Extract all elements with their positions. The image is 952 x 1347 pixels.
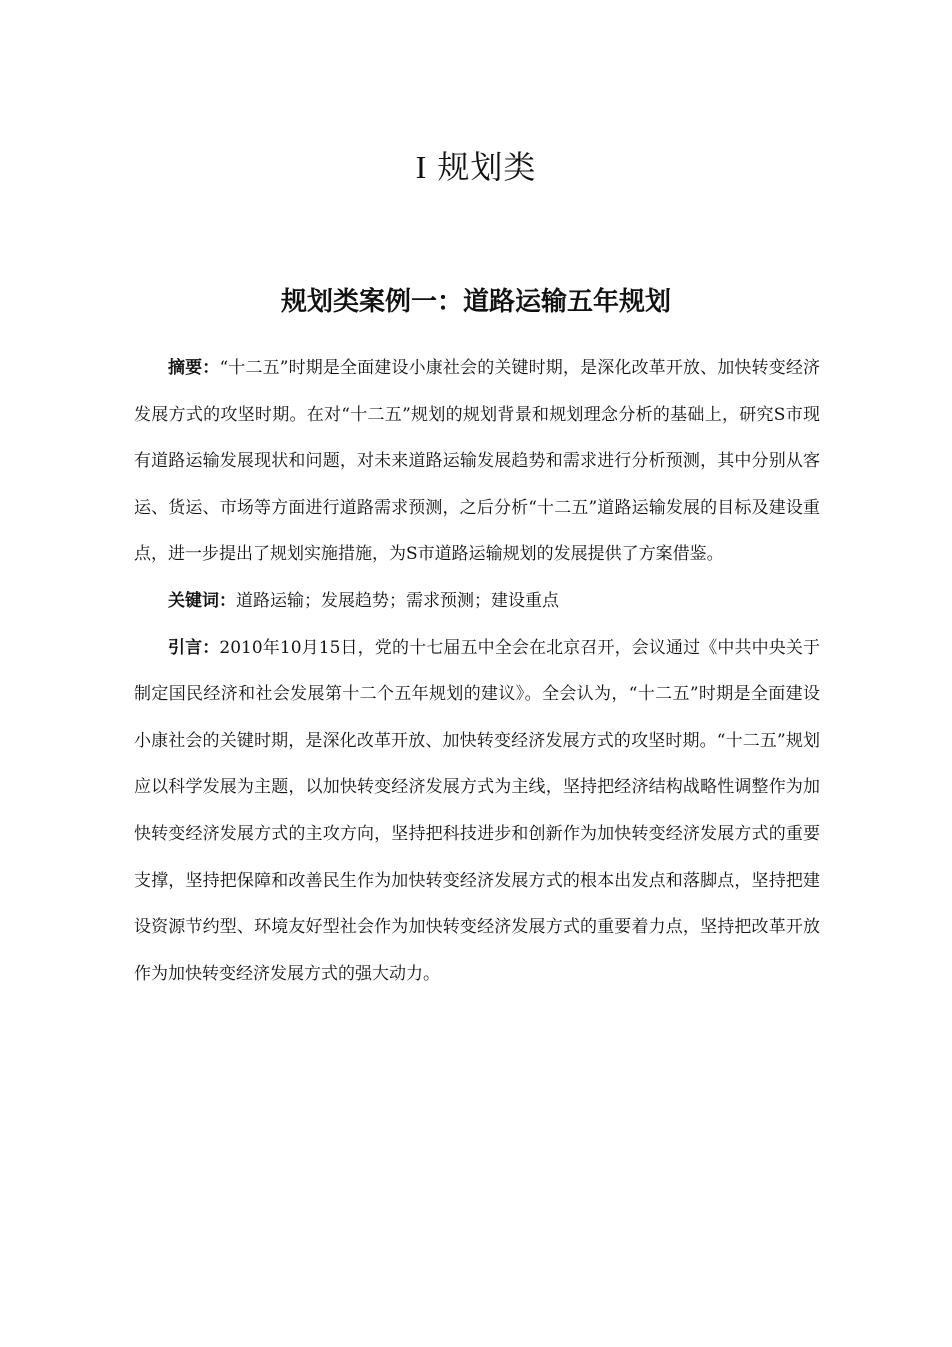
abstract-paragraph [134, 345, 820, 578]
body-text [134, 345, 820, 997]
keywords-text: 道路运输；发展趋势；需求预测；建设重点 [236, 590, 559, 611]
intro-paragraph [134, 625, 820, 998]
chapter-title [0, 145, 952, 189]
abstract-text: “十二五”时期是全面建设小康社会的关键时期，是深化改革开放、加快转变经济发展方式的攻坚时期。在对“十二五”规划的规划背景和规划理念分析的基础上，研究S市现有道路运输发展现状和问题，对未来道路运输发展趋势和需求进行分析预测，其中分别从客运、货运、市场等方面进行道路需求预测，之后分析“十二五”道路运输发展的目标及建设重点，进一步提出了规划实施措施，为S市道路运输规划的发展提供了方案借鉴。 [134, 358, 820, 565]
abstract-label: 摘要： [168, 358, 220, 378]
intro-label: 引言： [168, 637, 220, 658]
chapter-number: I [415, 149, 428, 185]
chapter-name: 规划类 [437, 148, 537, 186]
intro-text: 2010年10月15日，党的十七届五中全会在北京召开，会议通过《中共中央关于制定国民经济和社会发展第十二个五年规划的建议》。全会认为，“十二五”时期是全面建设小康社会的关键时期，是深化改革开放、加快转变经济发展方式的攻坚时期。“十二五”规划应以科学发展为主题，以加快转变经济发展方式为主线，坚持把经济结构战略性调整作为加快转变经济发展方式的主攻方向，坚持把科技进步和创新作为加快转变经济发展方式的重要支撑，坚持把保障和改善民生作为加快转变经济发展方式的根本出发点和落脚点，坚持把建设资源节约型、环境友好型社会作为加快转变经济发展方式的重要着力点，坚持把改革开放作为加快转变经济发展方式的强大动力。 [134, 637, 821, 984]
keywords-label: 关键词： [168, 590, 236, 611]
case-title: 规划类案例一：道路运输五年规划 [280, 287, 671, 317]
keywords-paragraph [134, 578, 820, 625]
